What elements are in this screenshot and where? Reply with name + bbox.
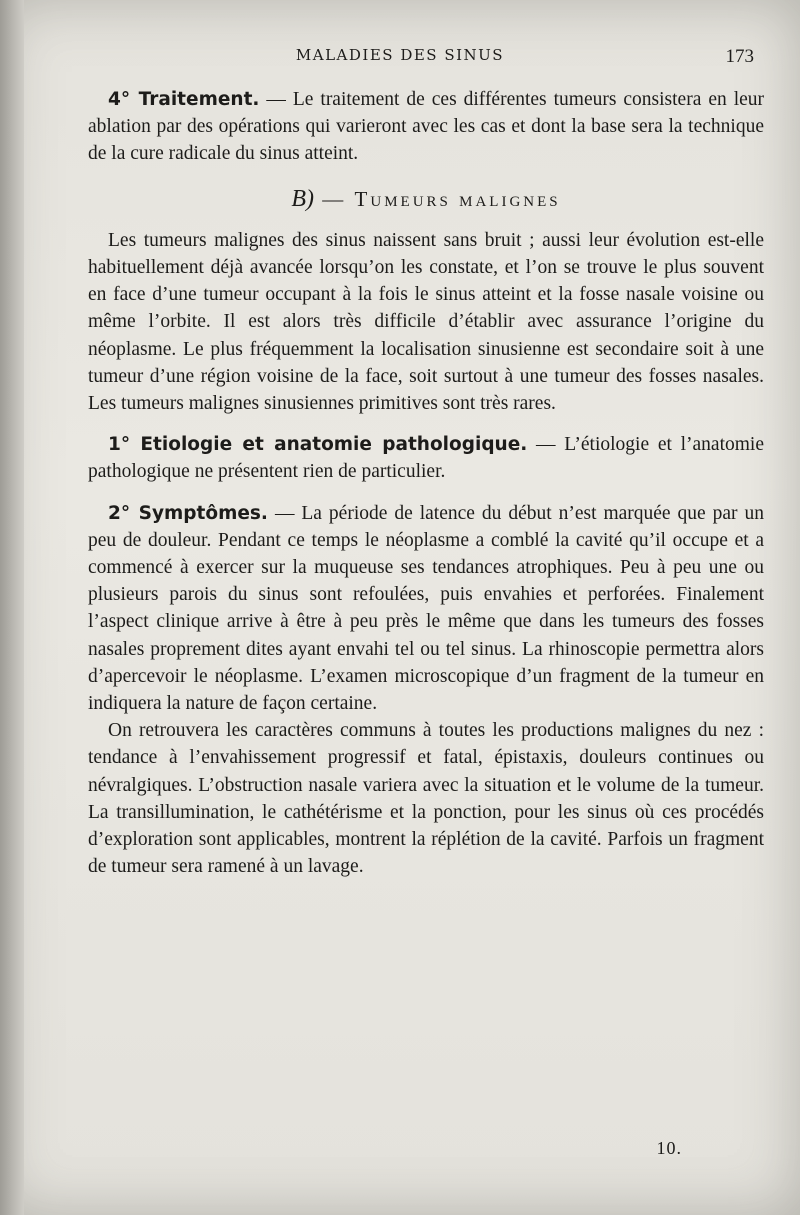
paragraph-caracteres [88,717,764,880]
intro-text: Les tumeurs malignes des sinus naissent sans bruit ; aussi leur évolution est-elle habituellement déjà avancée lorsqu’on les constate, et l’on se trouve le plus souvent en face d’une tumeur occupant à la fois le sinus atteint et la fosse nasale voisine ou même l’orbite. Il est alors très difficile d’établir avec assurance l’origine du néoplasme. Le plus fréquemment la localisation sinusienne est secondaire soit à une tumeur d’une région voisine de la face, soit surtout à une tumeur des fosses nasales. Les tumeurs malignes sinusiennes primitives sont très rares. [88,229,764,415]
etiologie-text: — L’étiologie et l’anatomie pathologique ne présentent rien de particulier. [88,434,764,483]
section-dash: — [314,186,355,211]
paragraph-traitement [88,86,764,168]
section-letter: B) [291,185,315,212]
traitement-heading: 4° Traitement. [108,89,260,110]
signature-mark: 10. [656,1138,682,1158]
page-gutter-shadow [0,0,24,1215]
paragraph-gap [88,486,764,500]
paragraph-gap [88,417,764,431]
running-head: MALADIES DES SINUS [295,46,505,64]
body-text [88,86,764,880]
paragraph-symptomes [88,500,764,718]
paragraph-etiologie [88,431,764,485]
symptomes-heading: 2° Symptômes. [108,502,268,524]
traitement-text: — Le traitement de ces différentes tumeurs consistera en leur ablation par des opérations qui varieront avec les cas et dont la base sera la technique de la cure radicale du sinus atteint. [88,89,765,165]
page-number: 173 [725,46,754,67]
symptomes-text: — La période de latence du début n’est marquée que par un peu de douleur. Pendant ce temps le néoplasme a comblé la cavité qu’il occupe et a commencé à exercer sur la muqueuse ses tendances atrophiques. Peu à peu une ou plusieurs parois du sinus sont refoulées, puis envahies et perforées. Finalement l’aspect clinique arrive à être à peu près le même que dans les tumeurs des fosses nasales proprement dites ayant envahi tel ou tel sinus. La rhinoscopie permettra alors d’apercevoir le néoplasme. L’examen microscopique d’un fragment de la tumeur en indiquera la nature de façon certaine. [88,502,765,715]
caracteres-text: On retrouvera les caractères communs à toutes les productions malignes du nez : tendance à l’envahissement progressif et fatal, épistaxis, douleurs continues ou névralgiques. L’obstruction nasale variera avec la situation et le volume de la tumeur. La transillumination, le cathétérisme et la ponction, pour les sinus où ces procédés d’exploration sont applicables, montrent la réplétion de la cavité. Parfois un fragment de tumeur sera ramené à un lavage. [88,720,764,878]
paragraph-intro [88,227,764,417]
section-title: Tumeurs malignes [354,186,561,211]
section-heading [88,186,764,213]
etiologie-heading: 1° Etiologie et anatomie pathologique. [108,434,528,456]
